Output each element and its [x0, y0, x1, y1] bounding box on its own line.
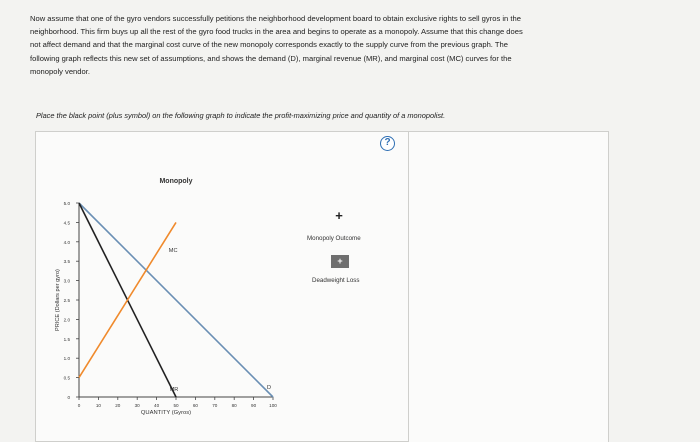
y-tick-label: 2.5: [63, 298, 70, 303]
instruction-text: Place the black point (plus symbol) on the following graph to indicate the profit-maximizing price and quantity of a monopolist.: [36, 111, 446, 120]
y-tick-label: 4.0: [63, 239, 70, 245]
y-tick-label: 1.0: [63, 356, 70, 362]
series-label-mc: MC: [168, 248, 178, 255]
monopoly-outcome-label: Monopoly Outcome: [307, 235, 361, 242]
y-tick-label: 5.0: [63, 201, 70, 206]
deadweight-loss-label: Deadweight Loss: [312, 277, 360, 284]
intro-line: Now assume that one of the gyro vendors successfully petitions the neighborhood development board to obtain exclusive rights to sell gyros in the: [30, 14, 521, 23]
series-label-d: D: [266, 385, 272, 391]
series-label-mr: MR: [169, 387, 179, 393]
x-tick-label: 60: [192, 403, 198, 408]
x-axis-label: QUANTITY (Gyros): [140, 410, 192, 416]
x-tick-label: 50: [173, 403, 179, 408]
deadweight-loss-tool[interactable]: [331, 255, 349, 268]
intro-line: monopoly vendor.: [30, 66, 90, 76]
deadweight-loss-plus-icon: +: [337, 256, 343, 266]
series-line-mc: [79, 222, 176, 377]
y-tick-label: 4.5: [63, 220, 70, 226]
x-tick-label: 80: [231, 403, 237, 408]
x-tick-label: 90: [251, 403, 257, 408]
y-tick-label: 3.5: [63, 259, 70, 265]
intro-line: neighborhood. This firm buys up all the rest of the gyro food trucks in the area and begins to operate as a monopoly. Assume that this change does: [30, 27, 523, 37]
x-tick-label: 40: [154, 403, 160, 408]
x-tick-label: 10: [95, 403, 101, 408]
intro-line: following graph reflects this new set of assumptions, and shows the demand (D), marginal revenue (MR), and marginal cost (MC) curves for the: [30, 53, 512, 63]
y-axis-label: PRICE (Dollars per gyro): [55, 269, 61, 331]
x-tick-label: 20: [115, 403, 121, 408]
monopoly-outcome-plus-icon[interactable]: +: [335, 208, 343, 223]
x-tick-label: 30: [134, 403, 140, 408]
chart-title: Monopoly: [159, 178, 193, 185]
y-tick-label: 2.0: [63, 317, 70, 323]
x-tick-label: 0: [77, 403, 81, 408]
x-tick-label: 100: [269, 403, 277, 408]
x-tick-label: 70: [212, 403, 218, 408]
intro-line: not affect demand and that the marginal cost curve of the new monopoly corresponds exactly to the supply curve from the previous graph. The: [30, 40, 508, 50]
y-tick-label: 0.5: [63, 375, 70, 381]
y-tick-label: 3.0: [63, 278, 70, 284]
help-button[interactable]: ?: [380, 136, 395, 151]
y-tick-label: 0: [67, 395, 70, 400]
series-line-d: [79, 203, 273, 397]
y-tick-label: 1.5: [63, 336, 70, 342]
